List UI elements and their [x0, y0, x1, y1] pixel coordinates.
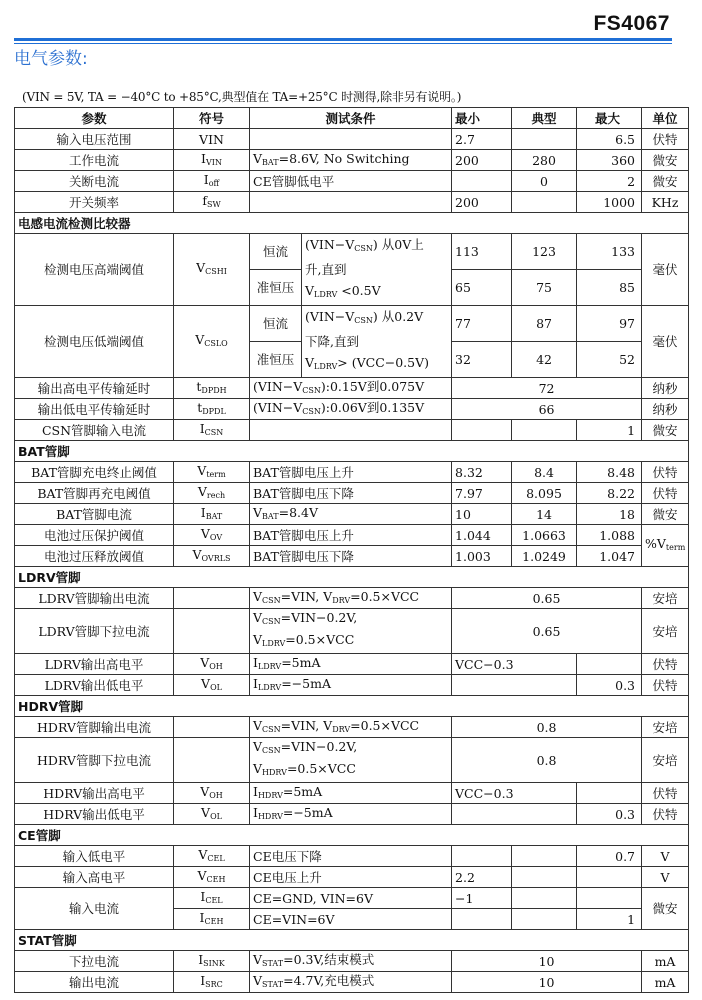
param-name: 输出电流 [15, 972, 174, 993]
symbol: $V_{OH}$ [174, 783, 250, 804]
min-value: VCC−0.3 [452, 654, 577, 675]
table-row [15, 192, 689, 213]
section-label: CE管脚 [15, 825, 689, 846]
min-value: 65 [452, 270, 512, 306]
mode-label: 恒流 [250, 234, 302, 270]
table-row [15, 951, 689, 972]
max-value [577, 654, 642, 675]
max-value [577, 867, 642, 888]
test-condition: $I_{HDRV}=5mA$ [250, 783, 452, 804]
section-label: HDRV管脚 [15, 696, 689, 717]
header-param: 参数 [15, 108, 174, 129]
section-row [15, 567, 689, 588]
test-condition: $V_{STAT}=4.7V$,充电模式 [250, 972, 452, 993]
param-name: 输出高电平传输延时 [15, 378, 174, 399]
section-label: STAT管脚 [15, 930, 689, 951]
max-value: 18 [577, 504, 642, 525]
param-name: 关断电流 [15, 171, 174, 192]
table-row [15, 972, 689, 993]
table-row [15, 675, 689, 696]
typ-value: 10 [452, 972, 642, 993]
param-name: BAT管脚再充电阈值 [15, 483, 174, 504]
min-value: −1 [452, 888, 512, 909]
test-condition: $(VIN-V_{CSN}):0.15V$到0.075V [250, 378, 452, 399]
max-value: 52 [577, 342, 642, 378]
typ-value: 0 [512, 171, 577, 192]
header-typ: 典型 [512, 108, 577, 129]
typ-value: 8.4 [512, 462, 577, 483]
param-name: 输入低电平 [15, 846, 174, 867]
test-condition: $V_{CSN}=VIN-0.2V$, $V_{LDRV}=0.5\times VCC$ [250, 609, 452, 654]
header-test-conditions: 测试条件 [250, 108, 452, 129]
symbol: $V_{OL}$ [174, 804, 250, 825]
max-value: 1.088 [577, 525, 642, 546]
symbol: $I_{SINK}$ [174, 951, 250, 972]
unit: 微安 [642, 150, 689, 171]
max-value: 1.047 [577, 546, 642, 567]
symbol: $I_{CSN}$ [174, 420, 250, 441]
param-name: HDRV管脚输出电流 [15, 717, 174, 738]
table-row [15, 462, 689, 483]
section-label: 电感电流检测比较器 [15, 213, 689, 234]
param-name: HDRV输出高电平 [15, 783, 174, 804]
mode-label: 准恒压 [250, 270, 302, 306]
test-condition: CE=VIN=6V [250, 909, 452, 930]
max-value [577, 783, 642, 804]
table-row [15, 420, 689, 441]
symbol: $f_{SW}$ [174, 192, 250, 213]
min-value: 1.044 [452, 525, 512, 546]
section-title: 电气参数: [14, 49, 88, 69]
symbol: $I_{VIN}$ [174, 150, 250, 171]
min-value: 113 [452, 234, 512, 270]
min-value [452, 171, 512, 192]
symbol: $I_{SRC}$ [174, 972, 250, 993]
symbol: $I_{CEH}$ [174, 909, 250, 930]
typ-value [512, 909, 577, 930]
param-name: BAT管脚充电终止阈值 [15, 462, 174, 483]
table-row [15, 306, 689, 342]
max-value: 1000 [577, 192, 642, 213]
max-value [577, 888, 642, 909]
symbol: $I_{off}$ [174, 171, 250, 192]
max-value: 2 [577, 171, 642, 192]
typ-value [512, 192, 577, 213]
unit: mA [642, 951, 689, 972]
typ-value [512, 888, 577, 909]
typ-value: 66 [452, 399, 642, 420]
unit: 伏特 [642, 462, 689, 483]
param-name: LDRV输出低电平 [15, 675, 174, 696]
min-value: 10 [452, 504, 512, 525]
max-value: 0.3 [577, 675, 642, 696]
symbol: $V_{CEH}$ [174, 867, 250, 888]
unit: mA [642, 972, 689, 993]
electrical-parameters-table [14, 107, 689, 993]
unit: 微安 [642, 888, 689, 930]
symbol: $V_{CSLO}$ [174, 306, 250, 378]
test-condition: $V_{STAT}=0.3V$,结束模式 [250, 951, 452, 972]
header-unit: 单位 [642, 108, 689, 129]
min-value [452, 909, 512, 930]
header-max: 最大 [577, 108, 642, 129]
param-name: 工作电流 [15, 150, 174, 171]
symbol: VIN [174, 129, 250, 150]
min-value: 77 [452, 306, 512, 342]
symbol: $V_{OVRLS}$ [174, 546, 250, 567]
typ-value: 87 [512, 306, 577, 342]
table-row [15, 399, 689, 420]
unit: $\%V_{term}$ [642, 525, 689, 567]
test-condition: CE电压下降 [250, 846, 452, 867]
test-condition: BAT管脚电压上升 [250, 462, 452, 483]
max-value: 8.48 [577, 462, 642, 483]
test-condition: $(VIN-V_{CSN}):0.06V$到0.135V [250, 399, 452, 420]
section-row [15, 696, 689, 717]
table-row [15, 483, 689, 504]
typ-value: 0.8 [452, 738, 642, 783]
min-value: 1.003 [452, 546, 512, 567]
unit: 微安 [642, 504, 689, 525]
param-name: 开关频率 [15, 192, 174, 213]
mode-label: 恒流 [250, 306, 302, 342]
param-name: BAT管脚电流 [15, 504, 174, 525]
min-value: 2.2 [452, 867, 512, 888]
symbol: $t_{DPDH}$ [174, 378, 250, 399]
min-value [452, 420, 512, 441]
table-row [15, 609, 689, 654]
param-name: 输入电压范围 [15, 129, 174, 150]
param-name: HDRV输出低电平 [15, 804, 174, 825]
unit: 伏特 [642, 483, 689, 504]
param-name: 输入高电平 [15, 867, 174, 888]
typ-value [512, 129, 577, 150]
param-name: LDRV管脚输出电流 [15, 588, 174, 609]
test-condition: $V_{BAT}=8.6V$, No Switching [250, 150, 452, 171]
symbol: $V_{CSHI}$ [174, 234, 250, 306]
max-value: 1 [577, 909, 642, 930]
typ-value: 10 [452, 951, 642, 972]
test-condition: $I_{HDRV}=-5mA$ [250, 804, 452, 825]
section-label: BAT管脚 [15, 441, 689, 462]
test-conditions-note: (VIN = 5V, TA = −40°C to +85°C,典型值在 TA=+25°C 时测得,除非另有说明。) [22, 90, 462, 104]
typ-value: 0.8 [452, 717, 642, 738]
table-row [15, 738, 689, 783]
section-row [15, 213, 689, 234]
symbol: $V_{OL}$ [174, 675, 250, 696]
unit: KHz [642, 192, 689, 213]
unit: 安培 [642, 717, 689, 738]
symbol [174, 738, 250, 783]
test-condition: $V_{CSN}=VIN$, $V_{DRV}=0.5\times VCC$ [250, 588, 452, 609]
param-name: CSN管脚输入电流 [15, 420, 174, 441]
section-row [15, 441, 689, 462]
max-value: 133 [577, 234, 642, 270]
min-value: 7.97 [452, 483, 512, 504]
max-value: 97 [577, 306, 642, 342]
section-row [15, 930, 689, 951]
table-row [15, 888, 689, 909]
unit: 纳秒 [642, 399, 689, 420]
param-name: 电池过压保护阈值 [15, 525, 174, 546]
typ-value: 1.0249 [512, 546, 577, 567]
min-value: 32 [452, 342, 512, 378]
typ-value: 8.095 [512, 483, 577, 504]
unit: 伏特 [642, 129, 689, 150]
test-condition [250, 192, 452, 213]
table-row [15, 717, 689, 738]
symbol: $I_{CEL}$ [174, 888, 250, 909]
unit: 伏特 [642, 783, 689, 804]
symbol: $I_{BAT}$ [174, 504, 250, 525]
symbol [174, 609, 250, 654]
table-row [15, 867, 689, 888]
test-condition: $(VIN-V_{CSN})$ 从0.2V 下降,直到 $V_{LDRV}> (VCC-0.5V)$ [302, 306, 452, 378]
header-symbol: 符号 [174, 108, 250, 129]
typ-value: 280 [512, 150, 577, 171]
typ-value [512, 846, 577, 867]
symbol: $V_{OH}$ [174, 654, 250, 675]
typ-value: 1.0663 [512, 525, 577, 546]
min-value [452, 804, 577, 825]
table-row [15, 234, 689, 270]
param-name: LDRV管脚下拉电流 [15, 609, 174, 654]
test-condition [250, 420, 452, 441]
test-condition: BAT管脚电压下降 [250, 546, 452, 567]
section-row [15, 825, 689, 846]
unit: 微安 [642, 171, 689, 192]
table-row [15, 783, 689, 804]
test-condition: $I_{LDRV}=5mA$ [250, 654, 452, 675]
table-row [15, 129, 689, 150]
test-condition: BAT管脚电压上升 [250, 525, 452, 546]
test-condition: CE电压上升 [250, 867, 452, 888]
unit: 毫伏 [642, 234, 689, 306]
test-condition [250, 129, 452, 150]
unit: 微安 [642, 420, 689, 441]
min-value [452, 675, 577, 696]
header-rule-thin [14, 43, 672, 44]
brand-logo: FS4067 [593, 12, 670, 35]
typ-value: 42 [512, 342, 577, 378]
symbol: $V_{CEL}$ [174, 846, 250, 867]
param-name: 输入电流 [15, 888, 174, 930]
max-value: 0.7 [577, 846, 642, 867]
table-row [15, 846, 689, 867]
symbol: $t_{DPDL}$ [174, 399, 250, 420]
unit: 伏特 [642, 654, 689, 675]
max-value: 8.22 [577, 483, 642, 504]
max-value: 0.3 [577, 804, 642, 825]
param-name: 下拉电流 [15, 951, 174, 972]
table-row [15, 525, 689, 546]
typ-value: 123 [512, 234, 577, 270]
unit: 安培 [642, 738, 689, 783]
min-value: 2.7 [452, 129, 512, 150]
max-value: 6.5 [577, 129, 642, 150]
param-name: 检测电压低端阈值 [15, 306, 174, 378]
table-row [15, 378, 689, 399]
min-value: 200 [452, 150, 512, 171]
test-condition: $I_{LDRV}=-5mA$ [250, 675, 452, 696]
symbol: $V_{rech}$ [174, 483, 250, 504]
max-value: 85 [577, 270, 642, 306]
mode-label: 准恒压 [250, 342, 302, 378]
test-condition: $(VIN-V_{CSN})$ 从0V上 升,直到 $V_{LDRV} <0.5V$ [302, 234, 452, 306]
symbol [174, 717, 250, 738]
symbol: $V_{OV}$ [174, 525, 250, 546]
param-name: 检测电压高端阈值 [15, 234, 174, 306]
param-name: LDRV输出高电平 [15, 654, 174, 675]
table-header-row [15, 108, 689, 129]
table-row [15, 171, 689, 192]
unit: 安培 [642, 609, 689, 654]
symbol [174, 588, 250, 609]
table-row [15, 654, 689, 675]
min-value: VCC−0.3 [452, 783, 577, 804]
max-value: 1 [577, 420, 642, 441]
unit: 伏特 [642, 675, 689, 696]
unit: 安培 [642, 588, 689, 609]
test-condition: $V_{CSN}=VIN-0.2V$, $V_{HDRV}=0.5\times VCC$ [250, 738, 452, 783]
test-condition: $V_{CSN}=VIN$, $V_{DRV}=0.5\times VCC$ [250, 717, 452, 738]
symbol: $V_{term}$ [174, 462, 250, 483]
param-name: 电池过压释放阈值 [15, 546, 174, 567]
table-row [15, 504, 689, 525]
min-value: 200 [452, 192, 512, 213]
min-value [452, 846, 512, 867]
param-name: HDRV管脚下拉电流 [15, 738, 174, 783]
typ-value: 0.65 [452, 588, 642, 609]
header-min: 最小 [452, 108, 512, 129]
test-condition: CE管脚低电平 [250, 171, 452, 192]
unit: 伏特 [642, 804, 689, 825]
header-rule [14, 38, 672, 41]
table-row [15, 804, 689, 825]
typ-value [512, 420, 577, 441]
typ-value: 72 [452, 378, 642, 399]
table-row [15, 588, 689, 609]
typ-value: 75 [512, 270, 577, 306]
test-condition: CE=GND, VIN=6V [250, 888, 452, 909]
min-value: 8.32 [452, 462, 512, 483]
param-name: 输出低电平传输延时 [15, 399, 174, 420]
unit: 毫伏 [642, 306, 689, 378]
max-value: 360 [577, 150, 642, 171]
test-condition: $V_{BAT}=8.4V$ [250, 504, 452, 525]
section-label: LDRV管脚 [15, 567, 689, 588]
unit: V [642, 846, 689, 867]
unit: V [642, 867, 689, 888]
table-row [15, 546, 689, 567]
typ-value [512, 867, 577, 888]
typ-value: 0.65 [452, 609, 642, 654]
typ-value: 14 [512, 504, 577, 525]
unit: 纳秒 [642, 378, 689, 399]
table-row [15, 150, 689, 171]
test-condition: BAT管脚电压下降 [250, 483, 452, 504]
